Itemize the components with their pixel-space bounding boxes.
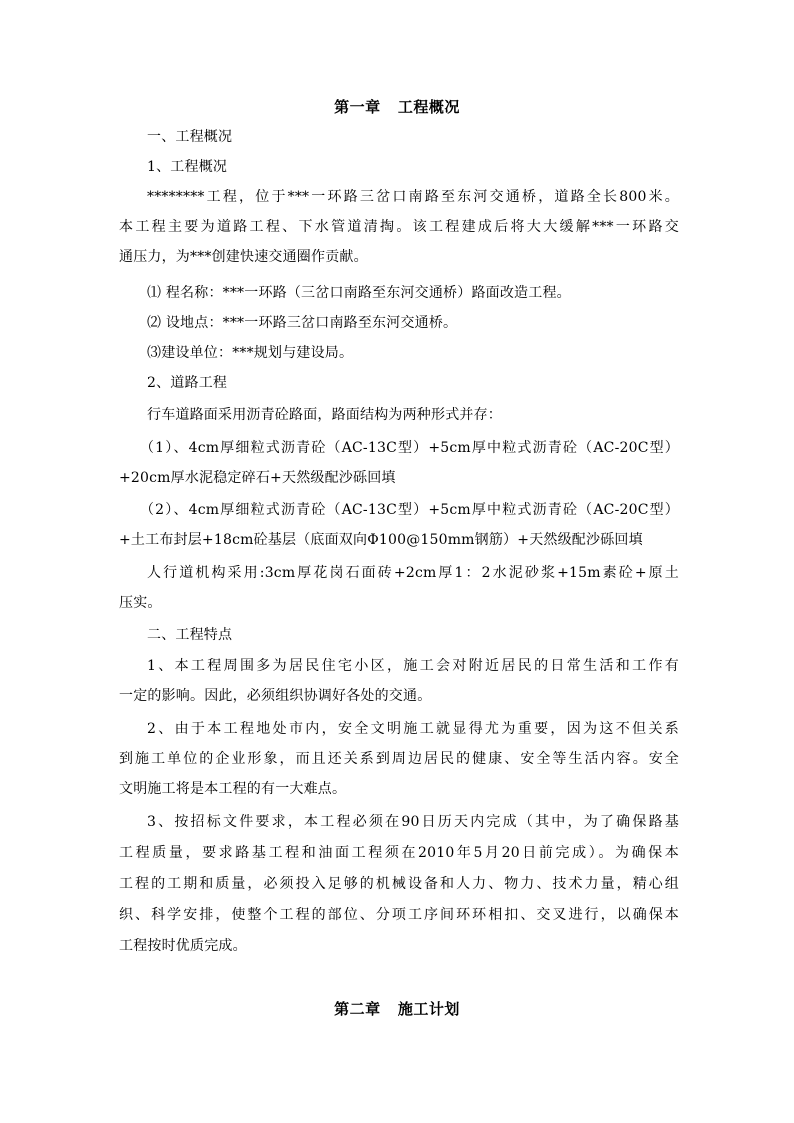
- feature-3-line-3: 工程的工期和质量，必须投入足够的机械设备和人力、物力、技术力量，精心组: [119, 876, 679, 892]
- feature-3-line-5: 工程按时优质完成。: [119, 938, 247, 954]
- intro-line-2: 本工程主要为道路工程、下水管道清掏。该工程建成后将大大缓解***一环路交: [119, 219, 679, 235]
- project-location-item: ⑵ 设地点：***一环路三岔口南路至东河交通桥。: [147, 315, 458, 331]
- chapter-2-title: 第二章 施工计划: [334, 1000, 460, 1018]
- project-name-item: ⑴ 程名称：***一环路（三岔口南路至东河交通桥）路面改造工程。: [147, 285, 571, 301]
- feature-3-line-2: 工程质量，要求路基工程和油面工程须在2010年5月20日前完成）。为确保本: [119, 845, 679, 861]
- pavement-form-2-line-2: +土工布封层+18cm砼基层（底面双向Φ100@150mm钢筋）+天然级配沙砾回填: [119, 532, 643, 548]
- pavement-form-2-line-1: （2）、4cm厚细粒式沥青砼（AC-13C型）+5cm厚中粒式沥青砼（AC-20C型）: [140, 502, 679, 518]
- feature-2-line-3: 文明施工将是本工程的有一大难点。: [119, 781, 347, 797]
- pavement-form-1-line-1: （1）、4cm厚细粒式沥青砼（AC-13C型）+5cm厚中粒式沥青砼（AC-20C型）: [140, 440, 679, 456]
- road-intro: 行车道路面采用沥青砼路面，路面结构为两种形式并存：: [147, 407, 502, 423]
- pavement-form-1-line-2: +20cm厚水泥稳定碎石+天然级配沙砾回填: [119, 470, 396, 486]
- intro-line-1: ********工程，位于***一环路三岔口南路至东河交通桥，道路全长800米。: [147, 189, 679, 205]
- feature-3-line-1: 3、按招标文件要求，本工程必须在90日历天内完成（其中，为了确保路基: [147, 814, 679, 830]
- sidewalk-line-1: 人行道机构采用:3cm厚花岗石面砖+2cm厚1：2水泥砂浆+15m素砼+原土: [147, 565, 679, 581]
- feature-3-line-4: 织、科学安排，使整个工程的部位、分项工序间环环相扣、交叉进行，以确保本: [119, 907, 679, 923]
- feature-2-line-1: 2、由于本工程地处市内，安全文明施工就显得尤为重要，因为这不但关系: [147, 721, 679, 737]
- subsection-2-heading: 2、道路工程: [147, 375, 228, 391]
- section-1-heading: 一、工程概况: [147, 129, 233, 145]
- feature-1-line-1: 1、本工程周围多为居民住宅小区，施工会对附近居民的日常生活和工作有: [147, 658, 679, 674]
- project-owner-item: ⑶建设单位：***规划与建设局。: [147, 345, 354, 361]
- feature-1-line-2: 一定的影响。因此，必须组织协调好各处的交通。: [119, 688, 432, 704]
- sidewalk-line-2: 压实。: [119, 595, 162, 611]
- feature-2-line-2: 到施工单位的企业形象，而且还关系到周边居民的健康、安全等生活内容。安全: [119, 751, 679, 767]
- section-2-heading: 二、工程特点: [147, 627, 233, 643]
- subsection-1-heading: 1、工程概况: [147, 159, 228, 175]
- intro-line-3: 通压力，为***创建快速交通圈作贡献。: [119, 249, 368, 265]
- chapter-1-title: 第一章 工程概况: [334, 98, 460, 116]
